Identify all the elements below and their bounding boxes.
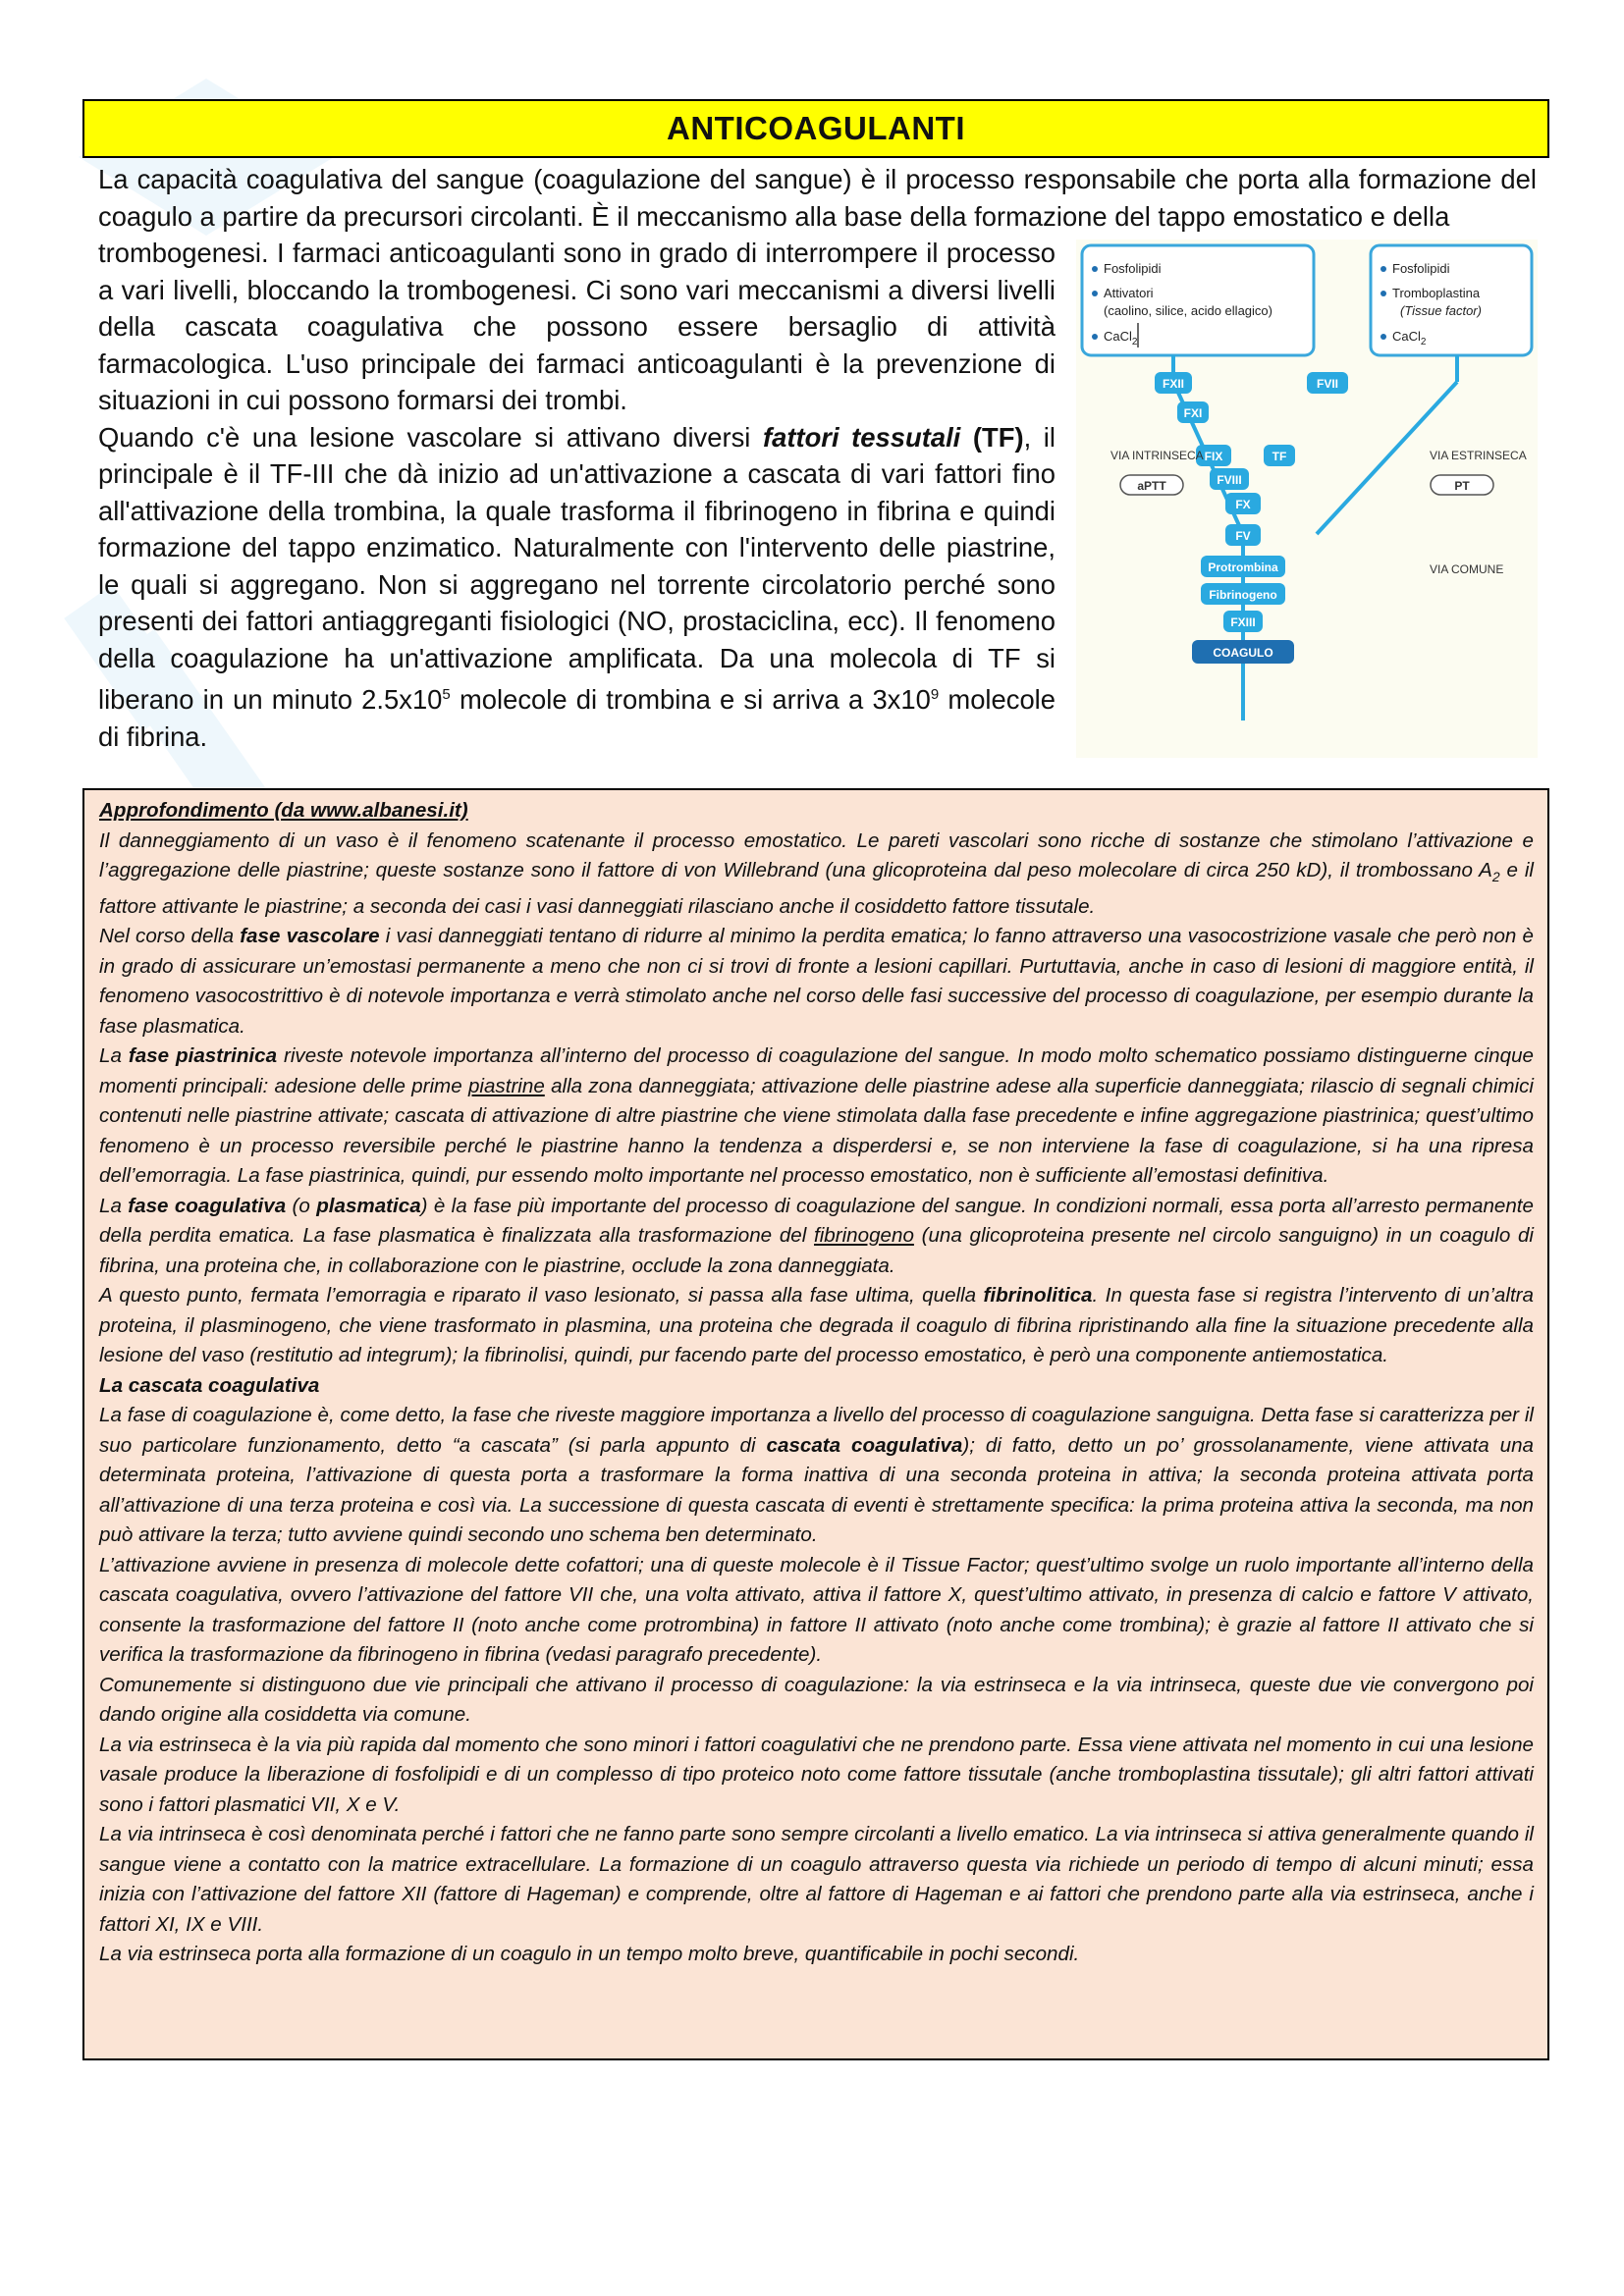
right-box-line-1: Fosfolipidi bbox=[1392, 261, 1450, 276]
deep-paragraph-3: La fase piastrinica riveste notevole importanza all’interno del processo di coagulazione del sangue. In modo molto schematico possiamo distinguerne cinque momenti principali: adesione delle prime piastrine alla zona danneggiata; attivazione delle piastrine adese alla superficie danneggiata; rilascio di segnali chimici contenuti nelle piastrine attivate; cascata di attivazione di altre piastrine che viene stimolata dalla fase precedente e infine aggregazione piastrinica; quest’ultimo fenomeno è un processo reversibile perché le piastrine hanno la tendenza a disperdersi e, se non interviene la fase di coagulazione, si ha una ripresa dell’emorragia. La fase piastrinica, quindi, pur essendo molto importante nel processo emostatico, non è sufficiente all’emostasi definitiva. bbox=[99, 1044, 1535, 1188]
coagulation-cascade-diagram bbox=[1076, 240, 1538, 758]
intro-paragraph-2: Quando c'è una lesione vascolare si attivano diversi fattori tessutali (TF), il principale è il TF-III che dà inizio ad un'attivazione a cascata di vari fattori fino all'attivazione della trombina, la quale trasforma il fibrinogeno in fibrina e quindi formazione del tappo enzimatico. Naturalmente con l'intervento delle piastrine, le quali si aggregano. Non si aggregano nel torrente circolatorio perché sono presenti dei fattori antiaggreganti fisiologici (NO, prostaciclina, ecc). Il fenomeno della coagulazione ha un'attivazione amplificata. Da una molecola di TF si liberano in un minuto $2.5x10^5$ molecole di trombina e si arriva a $3x10^9$ molecole di fibrina. bbox=[98, 421, 1056, 752]
svg-text:Fibrinogeno: Fibrinogeno bbox=[1209, 588, 1277, 602]
deep-subheading: La cascata coagulativa bbox=[99, 1373, 320, 1397]
svg-text:FVIII: FVIII bbox=[1217, 473, 1242, 487]
svg-text:FV: FV bbox=[1235, 529, 1251, 543]
intro-narrow-column bbox=[98, 235, 1056, 755]
svg-text:TF: TF bbox=[1272, 450, 1287, 463]
svg-text:aPTT: aPTT bbox=[1137, 479, 1166, 493]
svg-text:FVII: FVII bbox=[1316, 377, 1339, 391]
svg-text:COAGULO: COAGULO bbox=[1213, 646, 1273, 660]
left-box-line-1: Fosfolipidi bbox=[1104, 261, 1162, 276]
svg-text:FXII: FXII bbox=[1162, 377, 1185, 391]
deep-title: Approfondimento (da www.albanesi.it) bbox=[99, 799, 468, 822]
intro-paragraph-1: La capacità coagulativa del sangue (coagulazione del sangue) è il processo responsabile che porta alla formazione del coagulo a partire da precursori circolanti. È il meccanismo alla base della formazione del tappo emostatico e della bbox=[98, 164, 1537, 232]
svg-text:FXIII: FXIII bbox=[1230, 615, 1256, 629]
left-box-line-3: (caolino, silice, acido ellagico) bbox=[1104, 303, 1272, 318]
deep-paragraph-4: La fase coagulativa (o plasmatica) è la fase più importante del processo di coagulazione del sangue. In condizioni normali, essa porta all’arresto permanente della perdita ematica. La fase plasmatica è finalizzata alla trasformazione del fibrinogeno (una glicoproteina presente nel circolo sanguigno) in un coagulo di fibrina, una proteina che, in collaborazione con le piastrine, occlude la zona danneggiata. bbox=[99, 1194, 1534, 1277]
label-via-estrinseca: VIA ESTRINSECA bbox=[1430, 449, 1527, 462]
svg-text:PT: PT bbox=[1454, 479, 1470, 493]
label-via-intrinseca: VIA INTRINSECA bbox=[1110, 449, 1204, 462]
deep-paragraph-1: Il danneggiamento di un vaso è il fenomeno scatenante il processo emostatico. Le pareti vascolari sono ricche di sostanze che stimolano l’attivazione e l’aggregazione delle piastrine; queste sostanze sono il fattore di von Willebrand (una glicoproteina dal peso molecolare di circa 250 kD), il trombossano $A_2$ e il fattore attivante le piastrine; a seconda dei casi i vasi danneggiati rilasciano anche il cosiddetto fattore tissutale. bbox=[99, 828, 1534, 918]
right-box-line-3: (Tissue factor) bbox=[1400, 303, 1482, 318]
deep-paragraph-9: La via estrinseca è la via più rapida dal momento che sono minori i fattori coagulativi che ne prendono parte. Essa viene attivata nel momento in cui una lesione vasale produce la liberazione di fosfolipidi e di un complesso di tipo proteico noto come fattore tissutale (anche tromboplastina tissutale); gli altri fattori attivati sono i fattori plasmatici VII, X e V. bbox=[99, 1733, 1534, 1816]
left-box-line-4: CaCl$_2$ bbox=[1104, 329, 1138, 347]
deep-paragraph-6: La fase di coagulazione è, come detto, la fase che riveste maggiore importanza a livello del processo di coagulazione sanguigna. Detta fase si caratterizza per il suo particolare funzionamento, detto “a cascata” (si parla appunto di cascata coagulativa); di fatto, detto un po’ grossolanamente, viene attivata una determinata proteina, l’attivazione di questa porta a trasformare la forma inattiva di una seconda proteina in attiva; la seconda proteina attivata porta all’attivazione di una terza proteina e così via. La successione di questa cascata di eventi è strettamente specifica: la prima proteina attiva la seconda, ma non può attivare la terza; tutto avviene quindi secondo uno schema ben determinato. bbox=[99, 1404, 1534, 1547]
right-box-line-4: CaCl$_2$ bbox=[1392, 329, 1427, 347]
deep-paragraph-7: L’attivazione avviene in presenza di molecole dette cofattori; una di queste molecole è il Tissue Factor; quest’ultimo svolge un ruolo importante all’interno della cascata coagulativa, ovvero l’attivazione del fattore VII che, una volta attivato, attiva il fattore X, quest’ultimo attivato, in presenza di calcio e fattore V attivato, consente la trasformazione del fattore II (noto anche come protrombina) in fattore II attivato (noto anche come trombina); è grazie al fattore II attivato che si verifica la trasformazione da fibrinogeno in fibrina (vedasi paragrafo precedente). bbox=[99, 1553, 1534, 1667]
deep-paragraph-10: La via intrinseca è così denominata perché i fattori che ne fanno parte sono sempre circolanti a livello ematico. La via intrinseca si attiva generalmente quando il sangue viene a contatto con la matrice extracellulare. La formazione di un coagulo attraverso questa via richiede un periodo di tempo di alcuni minuti; essa inizia con l’attivazione del fattore XII (fattore di Hageman) e comprende, oltre al fattore di Hageman e ai fattori che prendono parte alla via estrinseca, anche i fattori XI, IX e VIII. bbox=[99, 1823, 1534, 1936]
svg-text:Protrombina: Protrombina bbox=[1208, 561, 1278, 574]
deep-paragraph-11: La via estrinseca porta alla formazione di un coagulo in un tempo molto breve, quantificabile in pochi secondi. bbox=[99, 1943, 1080, 1966]
svg-text:FX: FX bbox=[1235, 498, 1251, 511]
tissue-factors-term: fattori tessutali bbox=[762, 421, 961, 453]
label-via-comune: VIA COMUNE bbox=[1430, 562, 1504, 576]
deep-paragraph-5: A questo punto, fermata l’emorragia e riparato il vaso lesionato, si passa alla fase ultima, quella fibrinolitica. In questa fase si registra l’intervento di un’altra proteina, il plasminogeno, che viene trasformato in plasmina, una proteina che degrada il coagulo di fibrina ripristinando alla fine la situazione precedente alla lesione del vaso (restitutio ad integrum); la fibrinolisi, quindi, pur facendo parte del processo emostatico, è però una componente antiemostatica. bbox=[99, 1284, 1534, 1367]
intro-paragraph-1-cont: trombogenesi. I farmaci anticoagulanti sono in grado di interrompere il processo a vari livelli, bloccando la trombogenesi. Ci sono vari meccanismi a diversi livelli della cascata coagulativa che possono essere bersaglio di attività farmacologica. L'uso principale dei farmaci anticoagulanti è la prevenzione di situazioni in cui possono formarsi dei trombi. bbox=[98, 238, 1056, 415]
svg-text:FXI: FXI bbox=[1183, 406, 1203, 420]
page-title: ANTICOAGULANTI bbox=[82, 99, 1549, 158]
svg-text:FIX: FIX bbox=[1204, 450, 1223, 463]
deep-dive-box bbox=[82, 788, 1549, 2060]
deep-paragraph-8: Comunemente si distinguono due vie principali che attivano il processo di coagulazione: la via estrinseca e la via intrinseca, queste due vie convergono poi dando origine alla cosiddetta via comune. bbox=[99, 1673, 1534, 1727]
right-box-line-2: Tromboplastina bbox=[1392, 286, 1481, 300]
deep-paragraph-2: Nel corso della fase vascolare i vasi danneggiati tentano di ridurre al minimo la perdita ematica; lo fanno attraverso una vasocostrizione vasale che però non è in grado di assicurare un’emostasi permanente a meno che non ci si trovi di fronte a lesioni capillari. Purtuttavia, anche in caso di lesioni di maggiore entità, il fenomeno vasocostrittivo è di notevole importanza e verrà stimolato anche nel corso delle fasi successive del processo di coagulazione, per esempio durante la fase plasmatica. bbox=[99, 925, 1534, 1038]
left-box-line-2: Attivatori bbox=[1104, 286, 1154, 300]
